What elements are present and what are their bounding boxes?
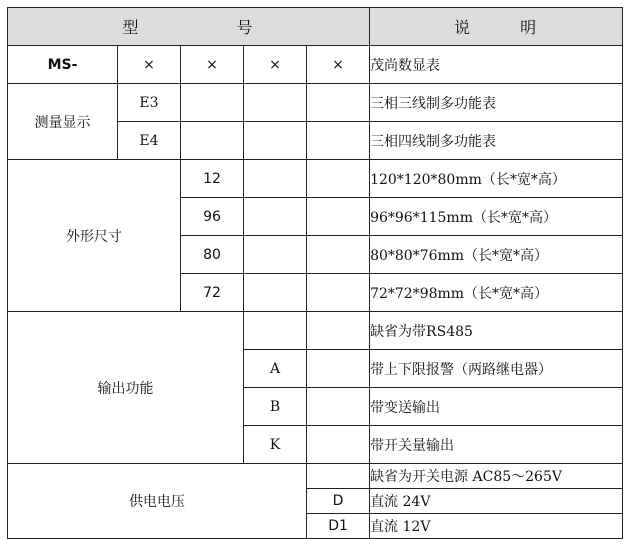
ms-mark-3: × [244,46,307,84]
size-desc: 120*120*80mm（长*宽*高） [370,160,623,198]
display-row [8,84,623,122]
output-code: B [244,388,307,426]
empty-cell [181,84,244,122]
output-row [8,312,623,350]
size-row [8,160,623,198]
display-code: E3 [118,84,181,122]
empty-cell [244,274,307,312]
empty-cell [307,84,370,122]
ms-desc: 茂尚数显表 [370,46,623,84]
model-spec-table [7,7,623,539]
desc-header-char1: 说 [454,18,473,37]
ms-code: MS- [8,46,118,84]
desc-header [370,8,623,46]
output-desc: 带上下限报警（两路继电器） [370,350,623,388]
empty-cell [307,350,370,388]
power-code [307,464,370,489]
model-header [8,8,370,46]
model-header-char1: 型 [122,18,141,37]
power-row [8,464,623,489]
empty-cell [307,312,370,350]
empty-cell [244,122,307,160]
output-code: K [244,426,307,464]
empty-cell [307,198,370,236]
empty-cell [181,122,244,160]
output-desc: 带变送输出 [370,388,623,426]
power-desc: 直流 12V [370,514,623,539]
empty-cell [307,388,370,426]
size-desc: 72*72*98mm（长*宽*高） [370,274,623,312]
ms-row [8,46,623,84]
output-desc: 缺省为带RS485 [370,312,623,350]
size-code: 96 [181,198,244,236]
ms-mark-4: × [307,46,370,84]
empty-cell [307,274,370,312]
empty-cell [244,198,307,236]
empty-cell [307,160,370,198]
output-desc: 带开关量输出 [370,426,623,464]
ms-mark-1: × [118,46,181,84]
desc-header-char2: 明 [520,18,539,37]
empty-cell [307,236,370,274]
size-desc: 80*80*76mm（长*宽*高） [370,236,623,274]
empty-cell [244,160,307,198]
power-desc: 直流 24V [370,489,623,514]
empty-cell [244,236,307,274]
empty-cell [307,426,370,464]
size-code: 12 [181,160,244,198]
display-desc: 三相三线制多功能表 [370,84,623,122]
power-code: D [307,489,370,514]
power-desc: 缺省为开关电源 AC85～265V [370,464,623,489]
power-code: D1 [307,514,370,539]
header-row [8,8,623,46]
size-code: 72 [181,274,244,312]
display-desc: 三相四线制多功能表 [370,122,623,160]
output-code [244,312,307,350]
power-label: 供电电压 [8,464,307,539]
size-label: 外形尺寸 [8,160,181,312]
size-desc: 96*96*115mm（长*宽*高） [370,198,623,236]
empty-cell [307,122,370,160]
display-label: 测量显示 [8,84,118,160]
model-header-char2: 号 [236,18,255,37]
output-label: 输出功能 [8,312,244,464]
size-code: 80 [181,236,244,274]
ms-mark-2: × [181,46,244,84]
output-code: A [244,350,307,388]
display-code: E4 [118,122,181,160]
empty-cell [244,84,307,122]
